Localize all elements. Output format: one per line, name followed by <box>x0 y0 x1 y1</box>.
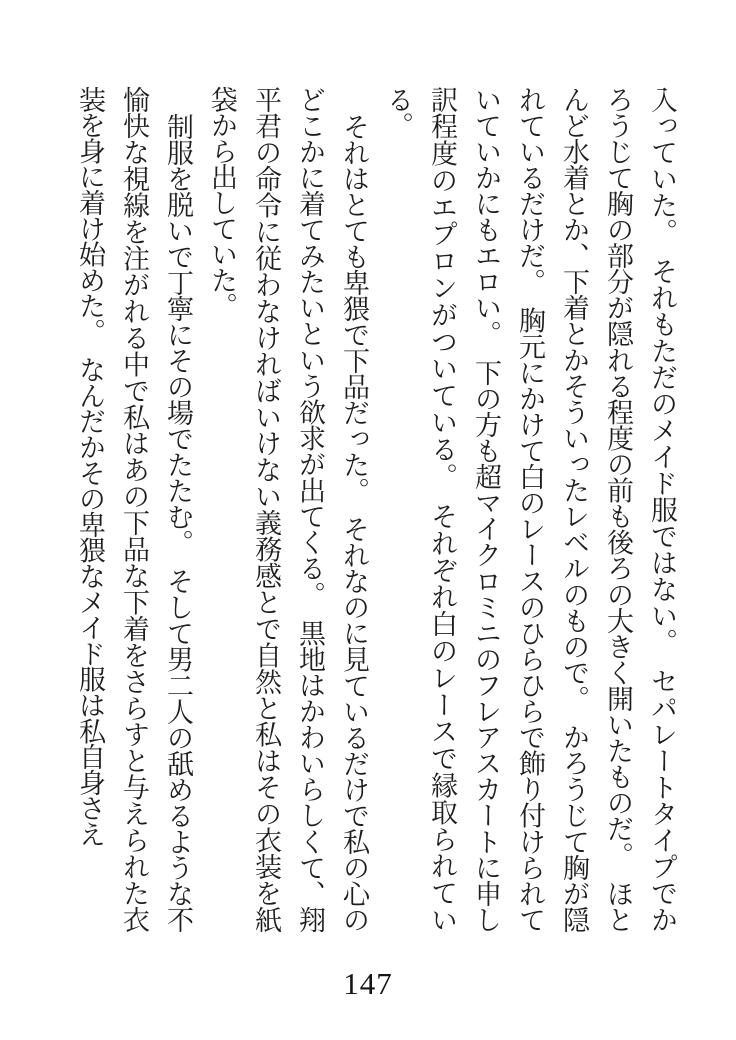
vertical-text-block <box>68 86 684 932</box>
page-number: 147 <box>343 966 393 1001</box>
paragraph: それはとても卑猥で下品だった。 それなのに見ているだけで私の心のどこかに着てみたいという欲求が出てくる。 黒地はかわいらしくて、翔平君の命令に従わなければいけない義務感とで自然と私はその衣装を紙袋から出していた。 <box>207 86 369 932</box>
paragraph: 制服を脱いで丁寧にその場でたたむ。 そして男二人の舐めるような不愉快な視線を注がれる中で私はあの下品な下着をさらすと与えられた衣装を身に着け始めた。 なんだかその卑猥なメイド服は私自身さえ <box>75 86 193 932</box>
paragraph: 入っていた。 それもただのメイド服ではない。 セパレートタイプでかろうじて胸の部分が隠れる程度の前も後ろの大きく開いたものだ。 ほとんど水着とか、下着とかそういったレベルのもので。 かろうじて胸が隠れているだけだ。 胸元にかけて白のレースのひらひらで飾り付けられていていかにもエロい。 下の方も超マイクロミニのフレアスカートに申し訳程度のエプロンがついている。 それぞれ白のレースで縁取られている。 <box>383 86 677 932</box>
